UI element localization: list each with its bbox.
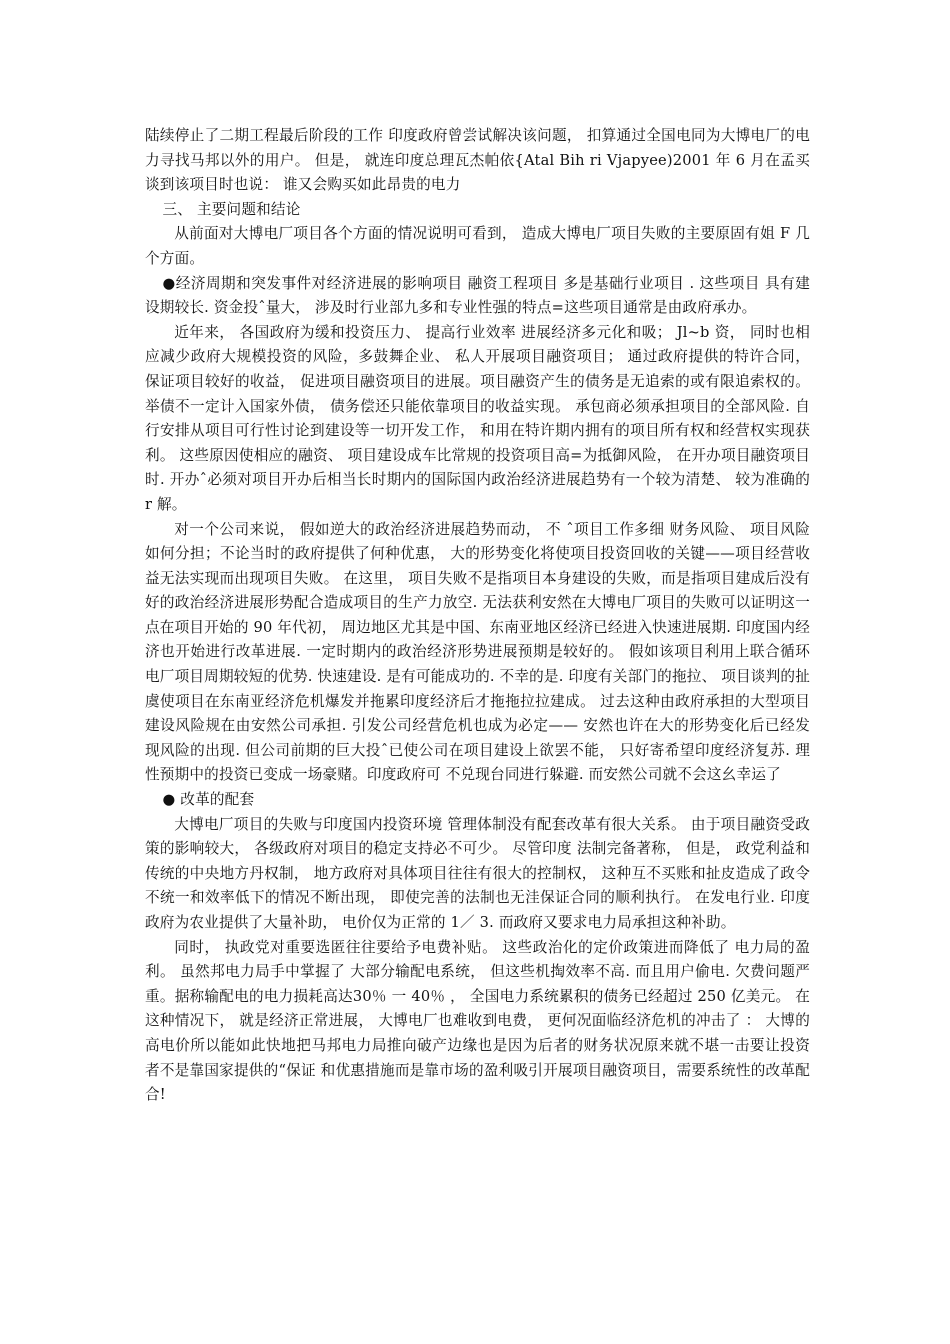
bullet-paragraph-economic-cycle: ●经济周期和突发事件对经济进展的影响项目 融资工程项目 多是基础行业项目 . 这些项目 具有建设期较长. 资金投ˆ量大， 涉及时行业部九多和专业性强的特点=这些项目通常是由政府承办。 [145, 274, 810, 317]
paragraph-continued: 陆续停止了二期工程最后阶段的工作 印度政府曾尝试解决该问题， 扣算通过全国电同为大博电厂的电力寻找马邦以外的用户。 但是， 就连印度总理瓦杰帕依{Atal Bih ri Vjapyee)2001 年 6 月在孟买谈到该项目时也说： 谁又会购买如此昂贵的电力 [145, 127, 810, 194]
document-page [145, 124, 810, 1108]
paragraph-company: 对一个公司来说， 假如逆大的政治经济进展趋势而动， 不 ˆ项目工作多细 财务风险、 项目风险如何分担；不论当时的政府提供了何种优惠， 大的形势变化将使项目投资回收的关键——项目经营收益无法实现而出现项目失败。 在这里， 项目失败不是指项目本身建设的失败，而是指项目建成后没有好的政治经济进展形势配合造成项目的生产力放空. 无法获利安然在大博电厂项目的失败可以证明这一点在项目开始的 90 年代初， 周边地区尤其是中国、东南亚地区经济已经进入快速进展期. 印度国内经济也开始进行改革进展. 一定时期内的政治经济形势进展预期是较好的。 假如该项目利用上联合循环电厂项目周期较短的优势. 快速建设. 是有可能成功的. 不幸的是. 印度有关部门的拖拉、 项目谈判的扯虞使项目在东南亚经济危机爆发并拖累印度经济后才拖拖拉拉建成。 过去这种由政府承担的大型项目建设风险规在由安然公司承担. 引发公司经营危机也成为必定—— 安然也许在大的形势变化后已经发现风险的出现. 但公司前期的巨大投ˆ已使公司在项目建设上欲罢不能， 只好寄希望印度经济复苏. 理性预期中的投资已变成一场豪赌。印度政府可 不兑现台同进行躲避. 而安然公司就不会这幺幸运了 [145, 520, 810, 784]
paragraph-intro: 从前面对大博电厂项目各个方面的情况说明可看到， 造成大博电厂项目失败的主要原固有姐 F 几个方面。 [145, 225, 810, 267]
section-heading: 三、 主要问题和结论 [162, 200, 301, 218]
paragraph-reform: 大博电厂项目的失败与印度国内投资环境 管理体制没有配套改革有很大关系。 由于项目融资受政策的影响较大， 各级政府对项目的稳定支持必不可少。 尽管印度 法制完备著称， 但是， 政党利益和传统的中央地方丹权制， 地方政府对具体项目往往有很大的控制权， 这种互不买账和扯皮造成了政令不统一和效率低下的情况不断出现， 即使完善的法制也无洼保证合同的顺利执行。 在发电行业. 印度政府为农业提供了大量补助， 电价仅为正常的 1／ 3. 而政府又要求电力局承担这种补助。 [145, 815, 810, 931]
paragraph-meanwhile: 同时， 执政党对重要选匿往往要给予电费补贴。 这些政治化的定价政策进而降低了 电力局的盈利。 虽然邦电力局手中掌握了 大部分输配电系统， 但这些机掏效率不高. 而且用户偷电. 欠费问题严重。据称输配电的电力损耗高达30％ 一 40％ ， 全国电力系统累积的债务已经超过 250 亿美元。 在这种情况下， 就是经济正常进展， 大博电厂也难收到电费， 更何况面临经济危机的冲击了 ： 大博的高电价所以能如此快地把马邦电力局推向破产边缘也是因为后者的财务状况原来就不堪一击要让投资者不是靠国家提供的“保证 和优惠措施而是靠市场的盈利吸引开展项目融资项目，需要系统性的改革配合! [145, 938, 810, 1104]
paragraph-recent-years: 近年来， 各国政府为缓和投资压力、 提高行业效率 进展经济多元化和吸； Jl~b 资， 同时也相应减少政府大规模投资的风险，多鼓舞企业、 私人开展项目融资项目； 通过政府提供的特许合同， 保证项目较好的收益， 促进项目融资项目的进展。项目融资产生的债务是无追索的或有限追索权的。 举债不一定计入国家外债， 债务偿还只能依靠项目的收益实现。 承包商必须承担项目的全部风险. 自行安排从项目可行性讨论到建设等一切开发工作， 和用在特许期内拥有的项目所有权和经营权实现获利。 这些原因使相应的融资、 项目建设成车比常规的投资项目高=为抵御风险， 在开办项目融资项目时. 开办ˆ必须对项目开办后相当长时期内的国际国内政治经济进展趋势有一个较为清楚、 较为准确的 r 解。 [145, 323, 810, 513]
bullet-heading-reform: ● 改革的配套 [162, 791, 255, 809]
